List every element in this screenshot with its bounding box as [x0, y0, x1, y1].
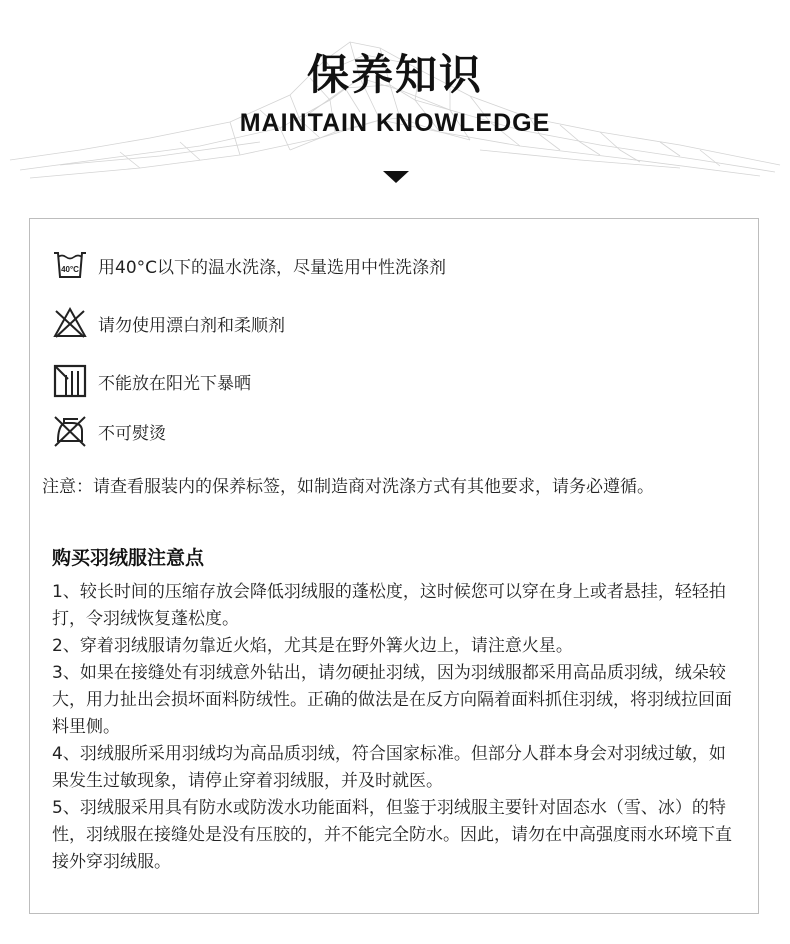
- no-iron-icon: [52, 413, 88, 449]
- care-card: [29, 218, 759, 914]
- mountain-wireframe-icon: [0, 0, 790, 200]
- tip-paragraph: 3、如果在接缝处有羽绒意外钻出，请勿硬扯羽绒，因为羽绒服都采用高品质羽绒，绒朵较大，用力扯出会损坏面料防绒性。正确的做法是在反方向隔着面料抓住羽绒，将羽绒拉回面料里侧。: [52, 663, 732, 737]
- care-notice: 注意：请查看服装内的保养标签，如制造商对洗涤方式有其他要求，请务必遵循。: [42, 477, 654, 497]
- tip-paragraph: 5、羽绒服采用具有防水或防泼水功能面料，但鉴于羽绒服主要针对固态水（雪、冰）的特性，羽绒服在接缝处是没有压胶的，并不能完全防水。因此，请勿在中高强度雨水环境下直接外穿羽绒服。: [52, 798, 732, 872]
- wash-40c-icon: [52, 247, 88, 283]
- tip-paragraph: 1、较长时间的压缩存放会降低羽绒服的蓬松度，这时候您可以穿在身上或者悬挂，轻轻拍打，令羽绒恢复蓬松度。: [52, 582, 726, 629]
- shade-dry-icon: [52, 363, 88, 399]
- care-item-text: 用40°C以下的温水洗涤，尽量选用中性洗涤剂: [98, 257, 447, 278]
- section-title: 购买羽绒服注意点: [52, 547, 205, 569]
- care-item-text: 不可熨烫: [98, 423, 166, 444]
- care-item-sun: [52, 363, 251, 399]
- care-item-bleach: [52, 305, 285, 341]
- page-subtitle: MAINTAIN KNOWLEDGE: [239, 109, 551, 137]
- tip-paragraph: 4、羽绒服所采用羽绒均为高品质羽绒，符合国家标准。但部分人群本身会对羽绒过敏，如果发生过敏现象，请停止穿着羽绒服，并及时就医。: [52, 744, 726, 791]
- tips-list: [52, 579, 742, 876]
- care-item-text: 不能放在阳光下暴晒: [98, 373, 251, 394]
- no-bleach-icon: [52, 305, 88, 341]
- care-item-text: 请勿使用漂白剂和柔顺剂: [98, 315, 285, 336]
- care-item-wash: [52, 247, 446, 283]
- header-banner: [0, 0, 790, 200]
- down-arrow-icon: [383, 171, 409, 183]
- page-title: 保养知识: [306, 50, 483, 99]
- wash-temp-label: 40°C: [61, 265, 79, 274]
- care-item-iron: [52, 413, 166, 449]
- tip-paragraph: 2、穿着羽绒服请勿靠近火焰，尤其是在野外篝火边上，请注意火星。: [52, 636, 573, 656]
